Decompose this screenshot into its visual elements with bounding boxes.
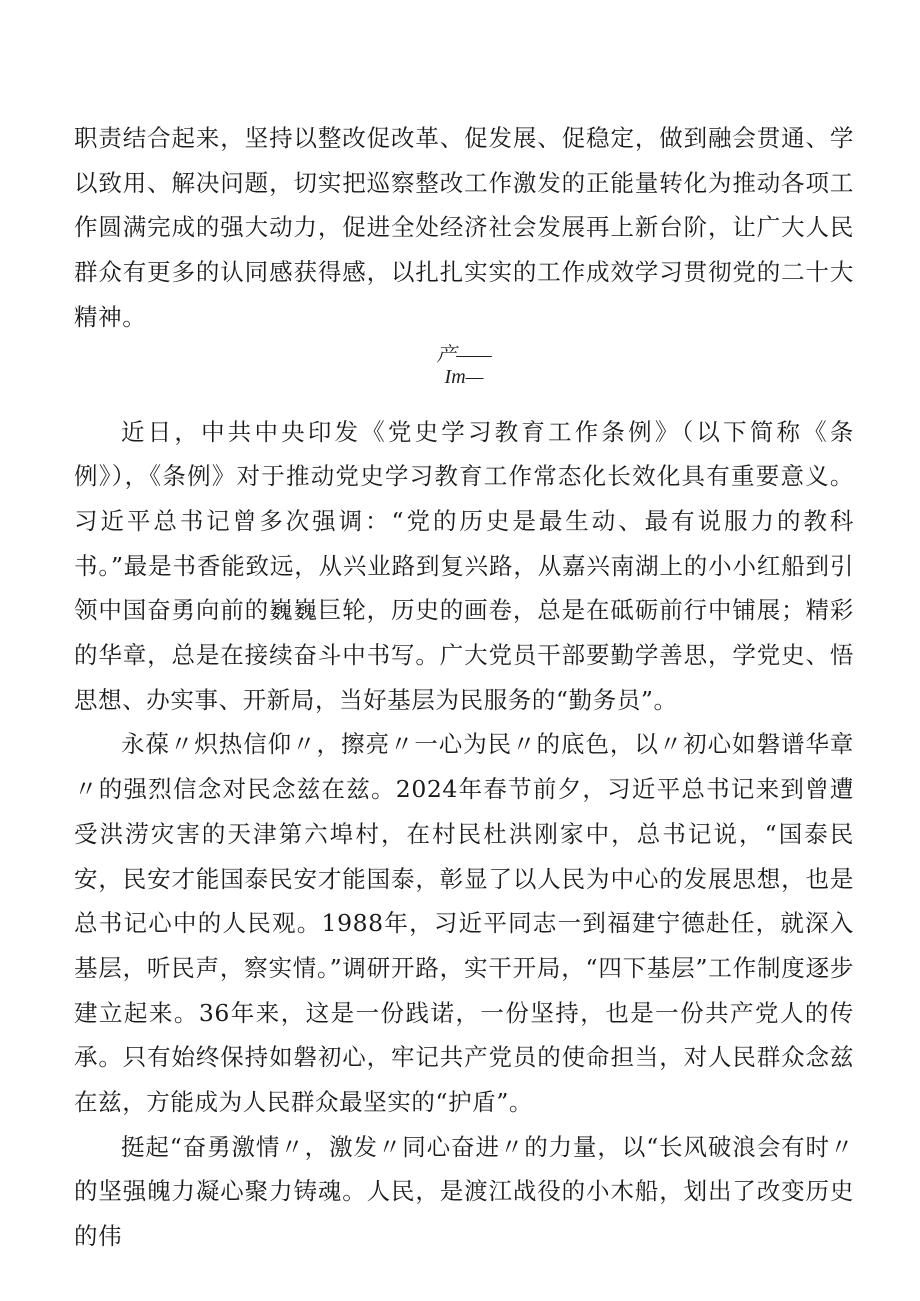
separator-line-1: 产—— [436,343,492,366]
paragraph-2: 近日，中共中央印发《党史学习教育工作条例》（以下简称《条例》），《条例》对于推动党史学习教育工作常态化长效化具有重要意义。习近平总书记曾多次强调：“党的历史是最生动、最有说服力的教科书。”最是书香能致远，从兴业路到复兴路，从嘉兴南湖上的小小红船到引领中国奋勇向前的巍巍巨轮，历史的画卷，总是在砥砺前行中铺展；精彩的华章，总是在接续奋斗中书写。广大党员干部要勤学善思，学党史、悟思想、办实事、开新局，当好基层为民服务的“勤务员”。 [74,417,854,714]
paragraph-4: 挺起“奋勇激情〃，激发〃同心奋进〃的力量，以“长风破浪会有时〃的坚强魄力凝心聚力铸魂。人民，是渡江战役的小木船，划出了改变历史的伟 [74,1132,854,1251]
separator-mark [74,344,854,388]
document-page [74,116,854,1259]
paragraph-1: 职责结合起来，坚持以整改促改革、促发展、促稳定，做到融会贯通、学以致用、解决问题，切实把巡察整改工作激发的正能量转化为推动各项工作圆满完成的强大动力，促进全处经济社会发展再上新台阶，让广大人民群众有更多的认同感获得感，以扎扎实实的工作成效学习贯彻党的二十大精神。 [74,124,854,331]
paragraph-3: 永葆〃炽热信仰〃，擦亮〃一心为民〃的底色，以〃初心如磐谱华章〃的强烈信念对民念兹在兹。2024年春节前夕，习近平总书记来到曾遭受洪涝灾害的天津第六埠村，在村民杜洪刚家中，总书记说，“国泰民安，民安才能国泰民安才能国泰，彰显了以人民为中心的发展思想，也是总书记心中的人民观。1988年，习近平同志一到福建宁德赴任，就深入基层，听民声，察实情。”调研开路，实干开局，“四下基层”工作制度逐步建立起来。36年来，这是一份践诺，一份坚持，也是一份共产党人的传承。只有始终保持如磐初心，牢记共产党员的使命担当，对人民群众念兹在兹，方能成为人民群众最坚实的“护盾”。 [74,730,854,1117]
separator-line-2: Im— [444,365,484,388]
